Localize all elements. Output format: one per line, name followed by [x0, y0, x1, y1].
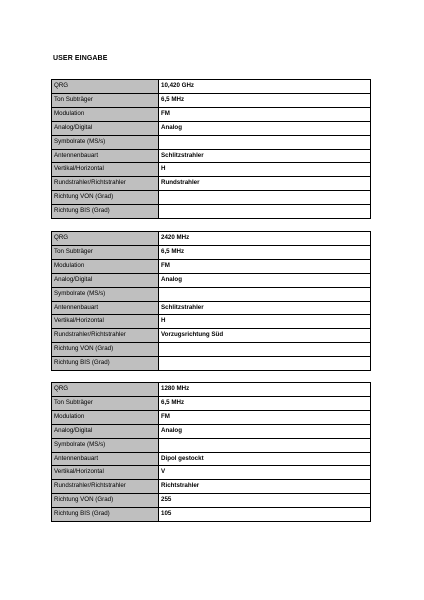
field-label: Ton Subträger: [52, 245, 159, 259]
field-value: FM: [159, 259, 371, 273]
field-label: Modulation: [52, 107, 159, 121]
field-label: Rundstrahler/Richtstrahler: [52, 177, 159, 191]
field-value: H: [159, 315, 371, 329]
config-table-3: [51, 382, 371, 522]
field-label: Rundstrahler/Richtstrahler: [52, 480, 159, 494]
page-heading: USER EINGABE: [53, 55, 108, 62]
table-row: [52, 259, 371, 273]
field-label: Vertikal/Horizontal: [52, 466, 159, 480]
table-row: [52, 357, 371, 371]
table-row: [52, 205, 371, 219]
field-value: FM: [159, 410, 371, 424]
table-row: [52, 301, 371, 315]
table-row: [52, 93, 371, 107]
field-value: [159, 438, 371, 452]
field-label: Antennenbauart: [52, 301, 159, 315]
field-label: Richtung BIS (Grad): [52, 508, 159, 522]
field-label: Antennenbauart: [52, 149, 159, 163]
field-label: Richtung BIS (Grad): [52, 205, 159, 219]
field-label: Ton Subträger: [52, 396, 159, 410]
field-label: QRG: [52, 232, 159, 246]
table-row: [52, 232, 371, 246]
field-value: [159, 191, 371, 205]
table-row: [52, 191, 371, 205]
field-value: 255: [159, 494, 371, 508]
field-value: [159, 343, 371, 357]
table-row: [52, 273, 371, 287]
table-row: [52, 383, 371, 397]
table-row: [52, 107, 371, 121]
field-value: [159, 357, 371, 371]
field-label: Richtung VON (Grad): [52, 343, 159, 357]
field-value: Rundstrahler: [159, 177, 371, 191]
field-value: Analog: [159, 121, 371, 135]
field-value: 1280 MHz: [159, 383, 371, 397]
field-label: Analog/Digital: [52, 273, 159, 287]
table-row: [52, 329, 371, 343]
field-value: [159, 287, 371, 301]
table-row: [52, 466, 371, 480]
table-row: [52, 80, 371, 94]
field-value: FM: [159, 107, 371, 121]
table-row: [52, 508, 371, 522]
table-row: [52, 163, 371, 177]
table-row: [52, 177, 371, 191]
field-value: Schlitzstrahler: [159, 149, 371, 163]
table-row: [52, 480, 371, 494]
field-value: 6,5 MHz: [159, 93, 371, 107]
config-table-1: [51, 79, 371, 219]
field-label: Symbolrate (MS/s): [52, 438, 159, 452]
table-row: [52, 135, 371, 149]
field-value: 105: [159, 508, 371, 522]
table-row: [52, 410, 371, 424]
table-row: [52, 494, 371, 508]
field-value: 10,420 GHz: [159, 80, 371, 94]
field-value: V: [159, 466, 371, 480]
table-row: [52, 121, 371, 135]
field-value: [159, 135, 371, 149]
field-value: [159, 205, 371, 219]
table-row: [52, 287, 371, 301]
field-value: 6,5 MHz: [159, 396, 371, 410]
field-label: Richtung VON (Grad): [52, 494, 159, 508]
table-row: [52, 452, 371, 466]
field-value: Richtstrahler: [159, 480, 371, 494]
field-label: Modulation: [52, 410, 159, 424]
field-value: Analog: [159, 424, 371, 438]
field-label: QRG: [52, 383, 159, 397]
field-label: Analog/Digital: [52, 121, 159, 135]
table-row: [52, 424, 371, 438]
field-label: Vertikal/Horizontal: [52, 163, 159, 177]
field-label: Symbolrate (MS/s): [52, 135, 159, 149]
field-label: Ton Subträger: [52, 93, 159, 107]
field-label: Richtung VON (Grad): [52, 191, 159, 205]
field-value: Vorzugsrichtung Süd: [159, 329, 371, 343]
field-value: 2420 MHz: [159, 232, 371, 246]
field-label: Symbolrate (MS/s): [52, 287, 159, 301]
field-value: 6,5 MHz: [159, 245, 371, 259]
table-row: [52, 396, 371, 410]
table-row: [52, 245, 371, 259]
table-row: [52, 315, 371, 329]
field-value: Dipol gestockt: [159, 452, 371, 466]
field-label: Vertikal/Horizontal: [52, 315, 159, 329]
field-value: H: [159, 163, 371, 177]
field-label: QRG: [52, 80, 159, 94]
field-value: Schlitzstrahler: [159, 301, 371, 315]
table-row: [52, 438, 371, 452]
field-label: Modulation: [52, 259, 159, 273]
field-label: Analog/Digital: [52, 424, 159, 438]
field-label: Antennenbauart: [52, 452, 159, 466]
table-row: [52, 149, 371, 163]
field-label: Rundstrahler/Richtstrahler: [52, 329, 159, 343]
field-label: Richtung BIS (Grad): [52, 357, 159, 371]
table-row: [52, 343, 371, 357]
config-table-2: [51, 231, 371, 371]
field-value: Analog: [159, 273, 371, 287]
